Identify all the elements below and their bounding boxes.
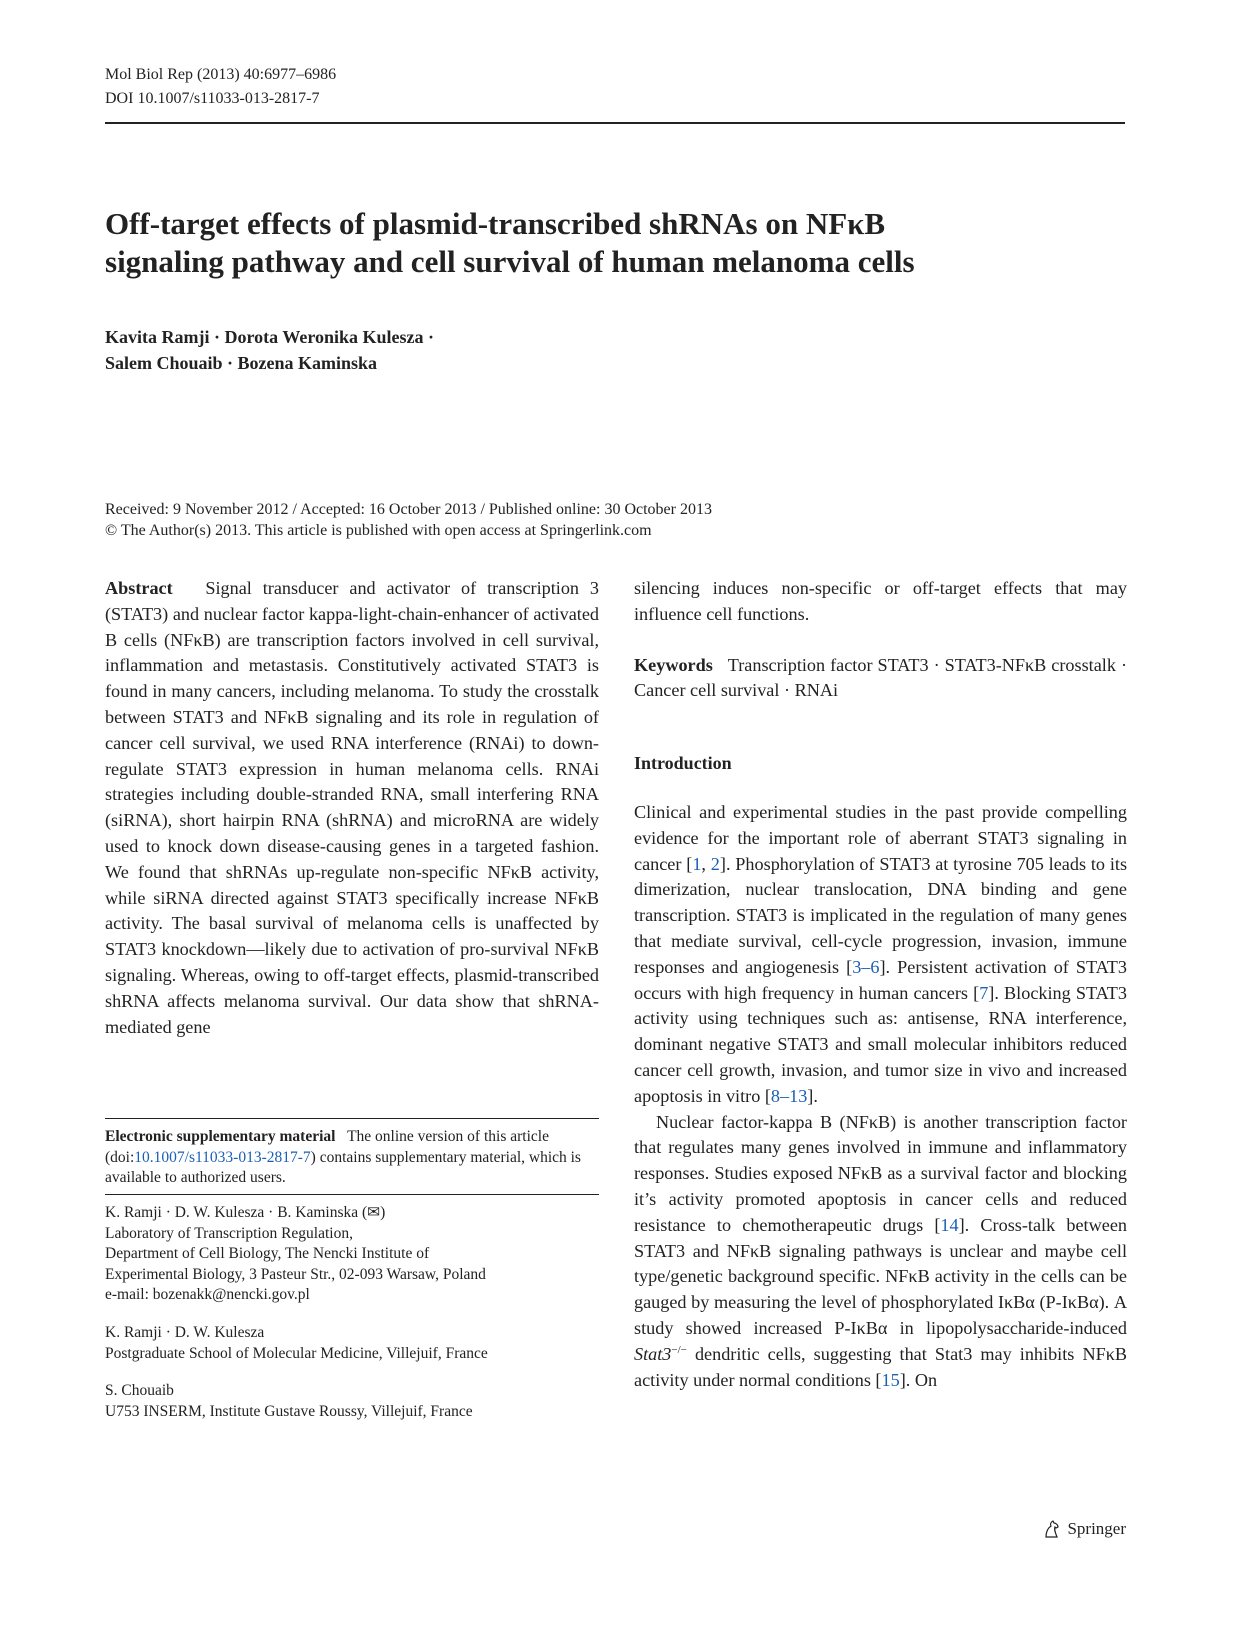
citation-link[interactable]: 7: [979, 982, 989, 1003]
citation-link[interactable]: 1: [692, 853, 702, 874]
footnote-rule-top: [105, 1118, 599, 1119]
citation-link[interactable]: 2: [710, 853, 720, 874]
affiliation-3: S. Chouaib U753 INSERM, Institute Gustave Roussy, Villejuif, France: [105, 1381, 599, 1422]
abstract-section: [105, 576, 599, 1040]
abstract-continuation: silencing induces non-specific or off-target effects that may influence cell functions.: [634, 578, 1127, 624]
right-column: [634, 576, 1127, 1393]
header-rule: [105, 122, 1125, 124]
journal-citation: Mol Biol Rep (2013) 40:6977–6986: [105, 66, 337, 83]
abstract-heading: Abstract: [105, 578, 173, 598]
received-dates: Received: 9 November 2012 / Accepted: 16 October 2013 / Published online: 30 October 2013: [105, 501, 712, 518]
affiliation-1: K. Ramji · D. W. Kulesza · B. Kaminska (✉) Laboratory of Transcription Regulation, Department of Cell Biology, The Nencki Institute of Experimental Biology, 3 Pasteur Str., 02-093 Warsaw, Poland e-mail: bozenakk@nencki.gov.pl: [105, 1203, 599, 1306]
author-list: [105, 324, 805, 376]
authors-line-2: Salem Chouaib · Bozena Kaminska: [105, 353, 378, 373]
affiliation-2: K. Ramji · D. W. Kulesza Postgraduate School of Molecular Medicine, Villejuif, France: [105, 1323, 599, 1364]
intro-paragraph-1: Clinical and experimental studies in the past provide compelling evidence for the important role of aberrant STAT3 signaling in cancer [1, 2]. Phosphorylation of STAT3 at tyrosine 705 leads to its dimerization, nuclear translocation, DNA binding and gene transcription. STAT3 is implicated in the regulation of many genes that mediate survival, cell-cycle progression, invasion, immune responses and angiogenesis [3–6]. Persistent activation of STAT3 occurs with high frequency in human cancers [7]. Blocking STAT3 activity using techniques such as: antisense, RNA interference, dominant negative STAT3 and small molecular inhibitors reduced cancer cell growth, invasion, and tumor size in vivo and increased apoptosis in vitro [8–13].: [634, 801, 1128, 1106]
authors-line-1: Kavita Ramji · Dorota Weronika Kulesza ·: [105, 327, 435, 347]
article-title: [105, 205, 1135, 281]
intro-paragraph-2: Nuclear factor-kappa B (NFκB) is another transcription factor that regulates many genes involved in immune and inflammatory responses. Studies exposed NFκB as a survival factor and blocking it’s activity promoted apoptosis in cancer cells and reduced resistance to chemotherapeutic drugs [14]. Cross-talk between STAT3 and NFκB signaling pathways is unclear and maybe cell type/genetic background specific. NFκB activity in the cells can be gauged by measuring the level of phosphorylated IκBα (P-IκBα). A study showed increased P-IκBα in lipopolysaccharide-induced Stat3−/− dendritic cells, suggesting that Stat3 may inhibits NFκB activity under normal conditions [15]. On: [634, 1111, 1127, 1390]
springer-horse-icon: [1043, 1519, 1061, 1539]
title-line-2: signaling pathway and cell survival of human melanoma cells: [105, 244, 915, 279]
keywords: [634, 653, 1127, 705]
affiliation-1-authors: K. Ramji · D. W. Kulesza · B. Kaminska (✉): [105, 1204, 386, 1221]
affiliation-3-authors: S. Chouaib: [105, 1382, 174, 1399]
affiliation-2-authors: K. Ramji · D. W. Kulesza: [105, 1324, 265, 1341]
citation-link[interactable]: 15: [881, 1369, 900, 1390]
footnote-rule-bottom: [105, 1194, 599, 1195]
title-line-1: Off-target effects of plasmid-transcribed shRNAs on NFκB: [105, 206, 886, 241]
keywords-text: Transcription factor STAT3 · STAT3-NFκB crosstalk · Cancer cell survival · RNAi: [634, 654, 1127, 701]
introduction-heading: Introduction: [634, 753, 732, 774]
publisher-logo: [1043, 1519, 1126, 1539]
publication-dates: [105, 499, 712, 541]
citation-link[interactable]: 14: [940, 1214, 959, 1235]
esm-doi-link[interactable]: 10.1007/s11033-013-2817-7: [134, 1148, 311, 1166]
copyright-line: © The Author(s) 2013. This article is published with open access at Springerlink.com: [105, 522, 652, 539]
doi-line: DOI 10.1007/s11033-013-2817-7: [105, 90, 320, 107]
citation-link[interactable]: 3–6: [852, 956, 880, 977]
abstract-text: Signal transducer and activator of transcription 3 (STAT3) and nuclear factor kappa-light-chain-enhancer of activated B cells (NFκB) are transcription factors involved in cell survival, inflammation and metastasis. Constitutively activated STAT3 is found in many cancers, including melanoma. To study the crosstalk between STAT3 and NFκB signaling and its role in regulation of cancer cell survival, we used RNA interference (RNAi) to down-regulate STAT3 expression in human melanoma cells. RNAi strategies including double-stranded RNA, small interfering RNA (siRNA), short hairpin RNA (shRNA) and microRNA are widely used to knock down disease-causing genes in a targeted fashion. We found that shRNAs up-regulate non-specific NFκB activity, while siRNA directed against STAT3 specifically increase NFκB activity. The basal survival of melanoma cells is unaffected by STAT3 knockdown—likely due to activation of pro-survival NFκB signaling. Whereas, owing to off-target effects, plasmid-transcribed shRNA affects melanoma survival. Our data show that shRNA-mediated gene: [105, 578, 600, 1037]
publisher-name: Springer: [1067, 1519, 1126, 1538]
esm-heading: Electronic supplementary material: [105, 1128, 336, 1145]
esm-note: Electronic supplementary material The online version of this article (doi:10.1007/s11033-013-2817-7) contains supplementary material, which is available to authorized users.: [105, 1128, 581, 1186]
corresponding-email: e-mail: bozenakk@nencki.gov.pl: [105, 1286, 310, 1303]
keywords-heading: Keywords: [634, 654, 713, 675]
citation-link[interactable]: 8–13: [770, 1085, 808, 1106]
